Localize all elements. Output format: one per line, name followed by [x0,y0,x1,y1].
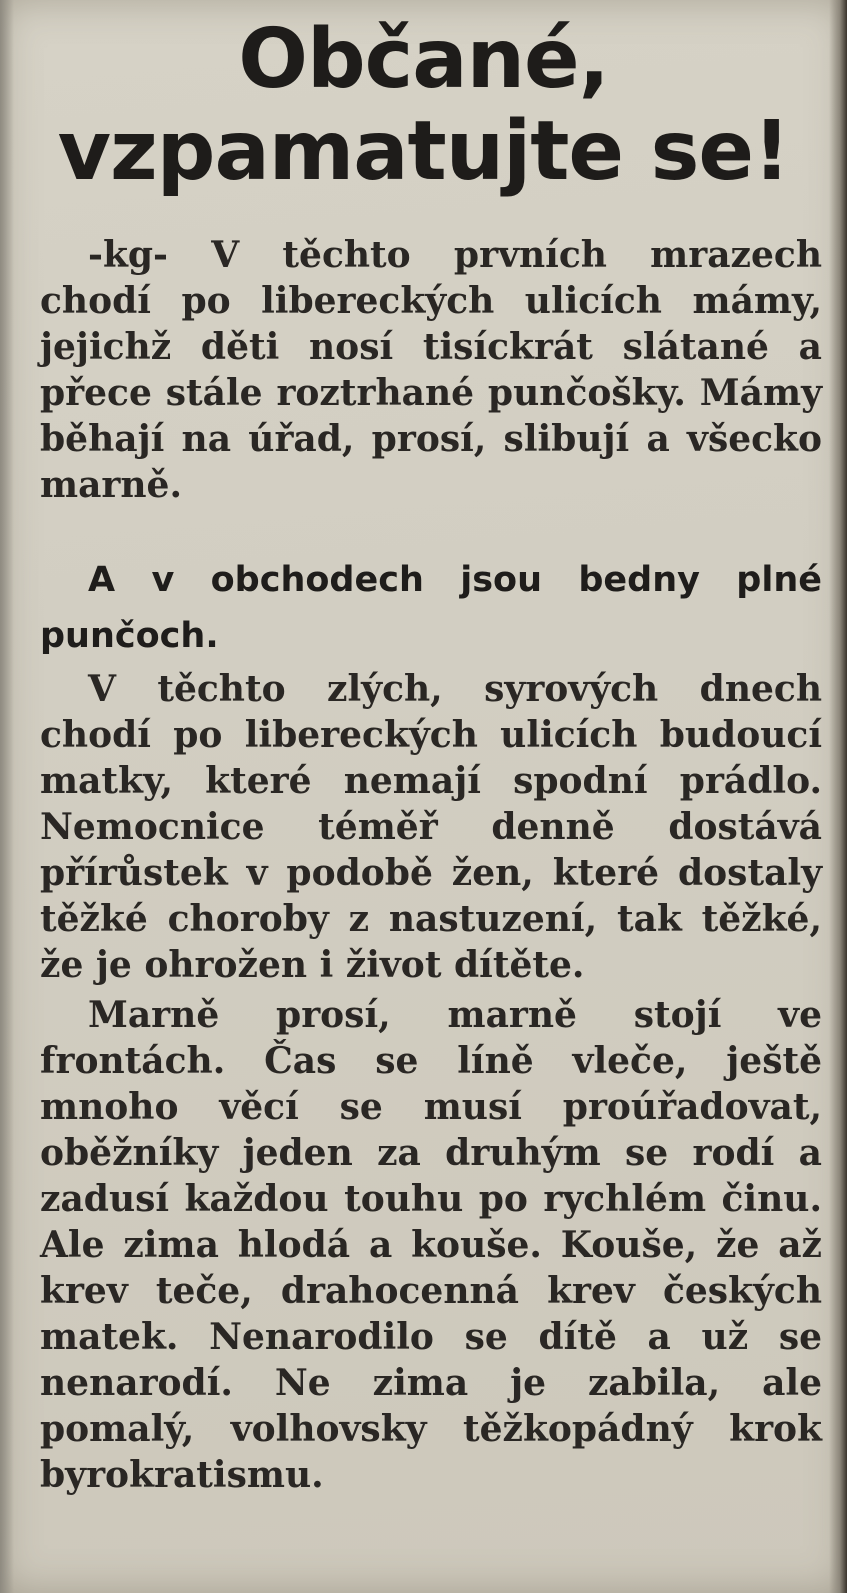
paragraph-1: -kg- V těchto prvních mrazech chodí po libereckých ulicích mámy, jejichž děti nosí tisíckrát slátané a přece stále roztrhané punčošky. Mámy běhají na úřad, prosí, slibují a všecko marně. [40,234,822,506]
emphasis-paragraph: A v obchodech jsou bedny plné punčoch. [40,560,822,656]
paragraph-3: Marně prosí, marně stojí ve frontách. Čas se líně vleče, ještě mnoho věcí se musí proúřadovat, oběžníky jeden za druhým se rodí a zadusí každou touhu po rychlém činu. Ale zima hlodá a kouše. Kouše, že až krev teče, drahocenná krev českých matek. Nenarodilo se dítě a už se nenarodí. Ne zima je zabila, ale pomalý, volhovsky těžkopádný krok byrokratismu. [40,994,822,1496]
paragraph-2: V těchto zlých, syrových dnech chodí po libereckých ulicích budoucí matky, které nemají spodní prádlo. Nemocnice téměř denně dostává přírůstek v podobě žen, které dostaly těžké choroby z nastuzení, tak těžké, že je ohrožen i život dítěte. [40,668,822,986]
article-headline [0,14,847,198]
headline-line-2: vzpamatujte se! [57,104,790,199]
article-body [40,232,822,1498]
paper-edge-right [829,0,847,1593]
paper-edge-left [0,0,14,1593]
headline-line-1: Občané, [238,12,609,107]
